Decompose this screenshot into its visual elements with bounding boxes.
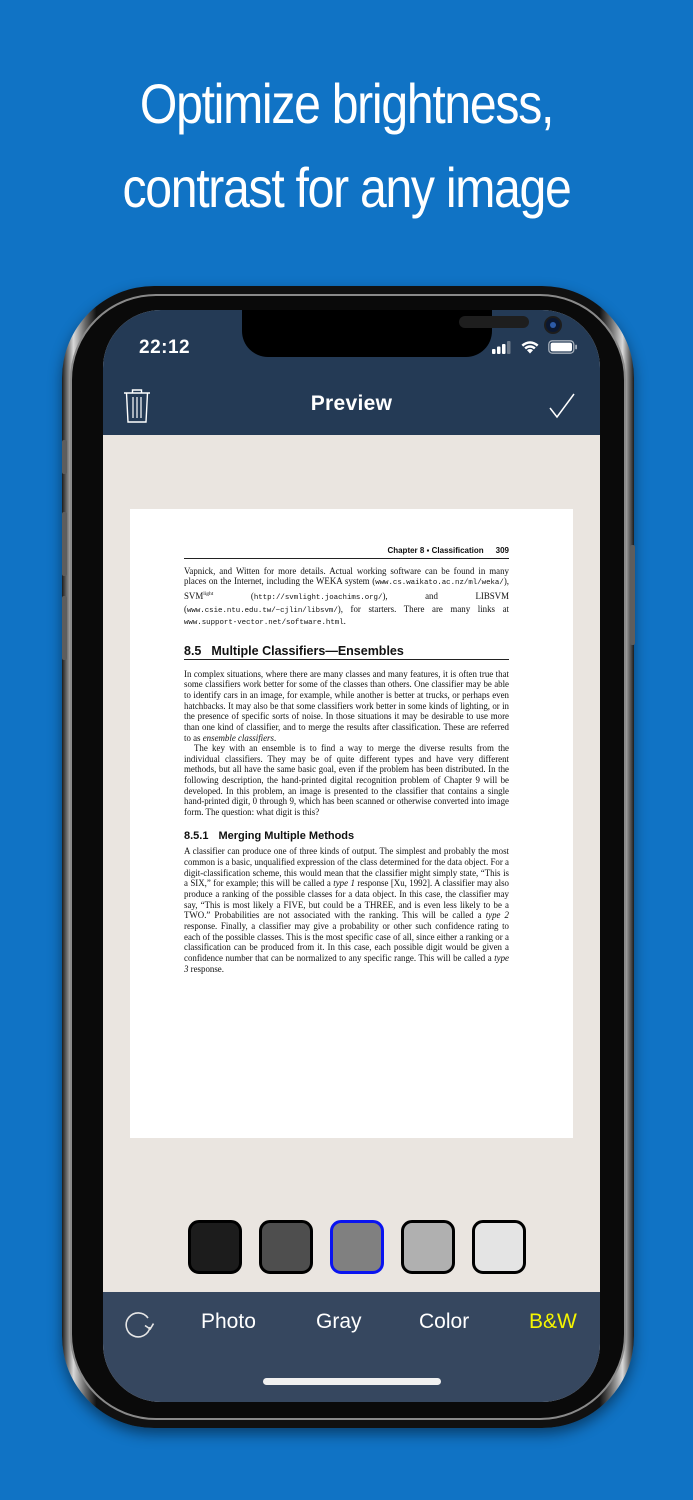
marketing-headline — [49, 62, 645, 230]
text-run: response. — [188, 963, 224, 974]
page-number: 309 — [495, 546, 509, 555]
swatch-dark-gray[interactable] — [259, 1220, 313, 1274]
signal-icon — [492, 341, 512, 354]
italic-term: type 2 — [485, 910, 509, 921]
front-camera — [544, 316, 562, 334]
mode-photo[interactable]: Photo — [201, 1310, 256, 1333]
chapter-label: Chapter 8 ▪ Classification — [387, 546, 484, 555]
text-run: A classifier can produce one of three kinds of output. The simplest and probably the most common is a basic, unqualified expression of the class determined for the data object. For a digit-classification scheme, this would mean that the classifier might simply state, “This is a SIX,” for example; this will be called a — [184, 846, 509, 889]
section-paragraph-1 — [184, 669, 509, 744]
section-paragraph-2: The key with an ensemble is to find a way to merge the diverse results from the individual classifiers. They may be of quite different types and have very different methods, but all have the same basic goal, even if the problem has been distributed. In the following description, the hand-printed digital recognition problem of Chapter 9 will be developed. In this problem, an image is presented to the classifier that contains a single hand-printed digit, 0 through 9, which has been scanned or otherwise converted into image form. The question: what digit is this? — [184, 743, 509, 818]
text-run: ), SVM — [184, 576, 509, 601]
preview-area — [103, 435, 600, 1292]
checkmark-icon — [548, 392, 576, 420]
subsection-number: 8.5.1 — [184, 829, 209, 842]
section-heading — [184, 643, 509, 660]
headline-line-2: contrast for any image — [122, 156, 571, 219]
subsection-heading — [184, 831, 509, 842]
battery-icon — [548, 340, 578, 354]
superscript: light — [203, 590, 214, 597]
italic-term: type 1 — [333, 878, 355, 889]
text-run: ), for starters. There are many links at — [337, 603, 509, 614]
swatch-mid-gray[interactable] — [330, 1220, 384, 1274]
scanned-document-page[interactable] — [130, 509, 573, 1138]
swatch-light-gray[interactable] — [401, 1220, 455, 1274]
status-icons — [492, 340, 578, 354]
section-title: Multiple Classifiers—Ensembles — [211, 643, 404, 658]
phone-power-button — [630, 545, 635, 645]
status-time: 22:12 — [139, 337, 191, 358]
document-text — [184, 546, 509, 974]
italic-term: type 3 — [184, 952, 509, 974]
app-screen — [103, 310, 600, 1402]
brightness-swatches — [188, 1220, 526, 1274]
phone-volume-down-button — [62, 596, 67, 660]
mode-gray[interactable]: Gray — [316, 1310, 362, 1333]
phone-notch — [242, 310, 492, 357]
text-run: response. Finally, a classifier may give a probability or other such confidence rating to each of the possible classes. This is the most specific case of all, since either a ranking or a classification can be produced from it. In this case, each possible digit would be given a confidence number that can be normalized to any specific range. This will be called a — [184, 921, 509, 963]
phone-silent-switch — [62, 440, 67, 474]
url-text: www.cs.waikato.ac.nz/ml/weka/ — [375, 579, 504, 588]
mode-color[interactable]: Color — [419, 1310, 470, 1333]
url-text: http://svmlight.joachims.org/ — [253, 593, 383, 602]
mode-toolbar — [103, 1292, 600, 1402]
text-run: In complex situations, where there are many classes and many features, it is often true that some classifiers work better for some of the classes than others. One classifier may be able to identify cars in an image, for example, while another is better at trucks, or perhaps even hatchbacks. It may also be that some classifiers work better in some kinds of lighting, or in the presence of specific sorts of noise. In those situations it may be desirable to use more than one kind of classifier, and to merge the results after classification. These are referred to as — [184, 668, 509, 743]
mode-bw[interactable]: B&W — [529, 1310, 577, 1333]
navigation-bar — [103, 310, 600, 435]
subsection-title: Merging Multiple Methods — [218, 829, 355, 842]
text-run: . — [343, 616, 346, 627]
text-run: ( — [213, 590, 254, 601]
headline-line-1: Optimize brightness, — [139, 72, 554, 135]
home-indicator[interactable] — [263, 1378, 441, 1385]
url-text: www.support-vector.net/software.html — [184, 619, 344, 628]
page-title: Preview — [310, 392, 393, 415]
running-head — [184, 546, 509, 559]
url-text: www.csie.ntu.edu.tw/~cjlin/libsvm/ — [186, 606, 338, 615]
text-run: ), and LIBSVM ( — [184, 590, 509, 614]
section-number: 8.5 — [184, 643, 202, 658]
rotate-clockwise-icon — [123, 1308, 155, 1340]
confirm-button[interactable] — [548, 392, 576, 420]
subsection-paragraph — [184, 846, 509, 974]
intro-paragraph — [184, 566, 509, 629]
rotate-button[interactable] — [123, 1308, 155, 1340]
swatch-black[interactable] — [188, 1220, 242, 1274]
text-run: . — [273, 732, 277, 743]
text-run: Vapnick, and Witten for more details. Actual working software can be found in many places on the Internet, including the WEKA system ( — [184, 565, 509, 587]
earpiece-speaker — [459, 316, 529, 328]
text-run: response [Xu, 1992]. A classifier may also produce a ranking of the possible classes for a data object. In this case, the classifier may say, “This is most likely a FIVE, but could be a THREE, and is even less likely to be a TWO.” Probabilities are not associated with the ranking. This will be called a — [184, 878, 509, 921]
swatch-near-white[interactable] — [472, 1220, 526, 1274]
wifi-icon — [520, 340, 540, 354]
phone-volume-up-button — [62, 512, 67, 576]
italic-term: ensemble classifiers — [202, 732, 274, 743]
